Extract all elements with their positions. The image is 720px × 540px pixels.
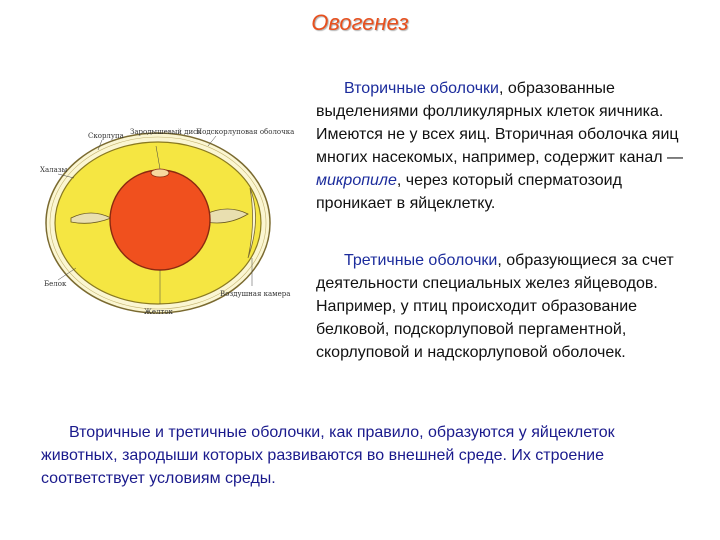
egg-yolk	[110, 170, 210, 270]
paragraph-tertiary-membranes	[316, 249, 696, 364]
para1-text-b: , через который сперматозоид проникает в яйцеклетку.	[316, 172, 622, 212]
para1-text-a: , образованные выделениями фолликулярных клеток яичника. Имеются не у всех яиц. Вторичная оболочка яиц многих насекомых, например, содержит канал —	[316, 80, 684, 166]
label-albumen: Белок	[44, 280, 67, 288]
label-subshell-membrane: Подскорлуповая оболочка	[196, 128, 295, 136]
label-air-cell: Воздушная камера	[220, 290, 291, 298]
label-germinal-disc: Зародышевый диск	[130, 128, 202, 136]
germinal-disc	[151, 169, 169, 177]
term-secondary-membranes: Вторичные оболочки	[344, 80, 499, 97]
paragraph-secondary-membranes	[316, 77, 696, 215]
term-tertiary-membranes: Третичные оболочки	[344, 252, 498, 269]
label-shell: Скорлупа	[88, 132, 124, 140]
term-micropyle: микропиле	[316, 172, 397, 189]
para3-text: Вторичные и третичные оболочки, как правило, образуются у яйцеклеток животных, зародыши которых развиваются во внешней среде. Их строение соответствует условиям среды.	[41, 424, 615, 487]
label-chalaza: Халазы	[40, 166, 68, 174]
label-yolk: Желток	[144, 308, 173, 316]
para2-text: , образующиеся за счет деятельности специальных желез яйцеводов. Например, у птиц происходит образование белковой, подскорлуповой пергаментной, скорлуповой и надскорлуповой оболочек.	[316, 252, 674, 361]
slide-title: Овогенез	[311, 10, 409, 35]
paragraph-summary	[41, 421, 691, 490]
egg-structure-diagram	[36, 118, 295, 328]
